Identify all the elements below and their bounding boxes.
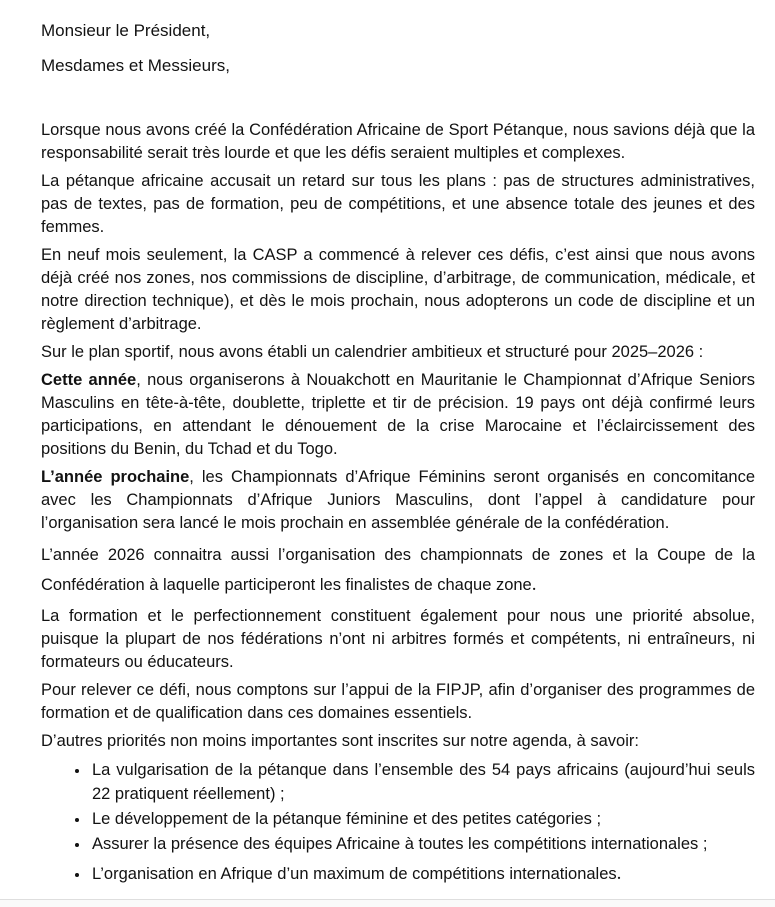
text-segment: . (531, 574, 537, 595)
salutation-line: Monsieur le Président, (41, 21, 211, 40)
text-segment: , nous organiserons à Nouakchott en Mauritanie le Championnat d’Afrique Seniors Masculins en tête-à-tête, doublette, triplette et tir de précision. 19 pays ont déjà confirmé leurs participations, en attendant le dénouement de la crise Marocaine et l’éclaircissement des positions du Benin, du Tchad et du Togo. (41, 371, 756, 458)
p-cette-annee (41, 369, 755, 461)
text-segment: Pour relever ce défi, nous comptons sur l’appui de la FIPJP, afin d’organiser des programmes de formation et de qualification dans ces domaines essentiels. (41, 681, 755, 722)
text-segment: , les Championnats d’Afrique Féminins seront organisés en concomitance avec les Championnats d’Afrique Juniors Masculins, dont l’appel à candidature pour l’organisation sera lancé le mois prochain en assemblée générale de la confédération. (41, 468, 755, 532)
salutation-block (41, 20, 755, 77)
text-segment: La pétanque africaine accusait un retard sur tous les plans : pas de structures administratives, pas de textes, pas de formation, peu de compétitions, et une absence totale des jeunes et des femmes. (41, 172, 755, 236)
text-segment: Cette année (41, 371, 137, 389)
text-segment: L’année prochaine (41, 468, 190, 486)
bullet-item (90, 832, 755, 856)
text-segment: L’année 2026 connaitra aussi l’organisation des championnats de zones et la Coupe de la Confédération à laquelle participeront les finalistes de chaque zone (41, 546, 755, 594)
bullet-item (90, 758, 755, 806)
p-creation-casp (41, 119, 755, 165)
p-neuf-mois (41, 244, 755, 336)
p-fipjp (41, 679, 755, 725)
bullet-list (41, 758, 755, 886)
p-annee-2026 (41, 540, 755, 600)
bullet-item (90, 807, 755, 831)
text-segment: . (616, 863, 622, 884)
text-segment: D’autres priorités non moins importantes sont inscrites sur notre agenda, à savoir: (41, 732, 639, 750)
text-segment: Assurer la présence des équipes Africaine à toutes les compétitions internationales ; (92, 835, 708, 853)
salutation-line: Mesdames et Messieurs, (41, 56, 230, 75)
p-autres-priorites (41, 730, 755, 753)
letter-body (41, 119, 755, 753)
p-plan-sportif (41, 341, 755, 364)
text-segment: Lorsque nous avons créé la Confédération Africaine de Sport Pétanque, nous savions déjà que la responsabilité serait très lourde et que les défis seraient multiples et complexes. (41, 121, 755, 162)
p-retard (41, 170, 755, 239)
page-bottom-edge (0, 899, 775, 907)
p-formation (41, 605, 755, 674)
text-segment: La vulgarisation de la pétanque dans l’ensemble des 54 pays africains (aujourd’hui seuls 22 pratiquent réellement) ; (92, 761, 755, 803)
text-segment: En neuf mois seulement, la CASP a commencé à relever ces défis, c’est ainsi que nous avons déjà créé nos zones, nos commissions de discipline, d’arbitrage, de communication, médicale, et notre direction technique), et dès le mois prochain, nous adopterons un code de discipline et un règlement d’arbitrage. (41, 246, 755, 333)
text-segment: Sur le plan sportif, nous avons établi un calendrier ambitieux et structuré pour 2025–2026 : (41, 343, 704, 361)
bullet-item (90, 862, 755, 886)
text-segment: Le développement de la pétanque féminine et des petites catégories ; (92, 810, 602, 828)
p-annee-prochaine (41, 466, 755, 535)
text-segment: La formation et le perfectionnement constituent également pour nous une priorité absolue, puisque la plupart de nos fédérations n’ont ni arbitres formés et compétents, ni entraîneurs, ni formateurs ou éducateurs. (41, 607, 755, 671)
text-segment: L’organisation en Afrique d’un maximum de compétitions internationales (92, 865, 617, 883)
